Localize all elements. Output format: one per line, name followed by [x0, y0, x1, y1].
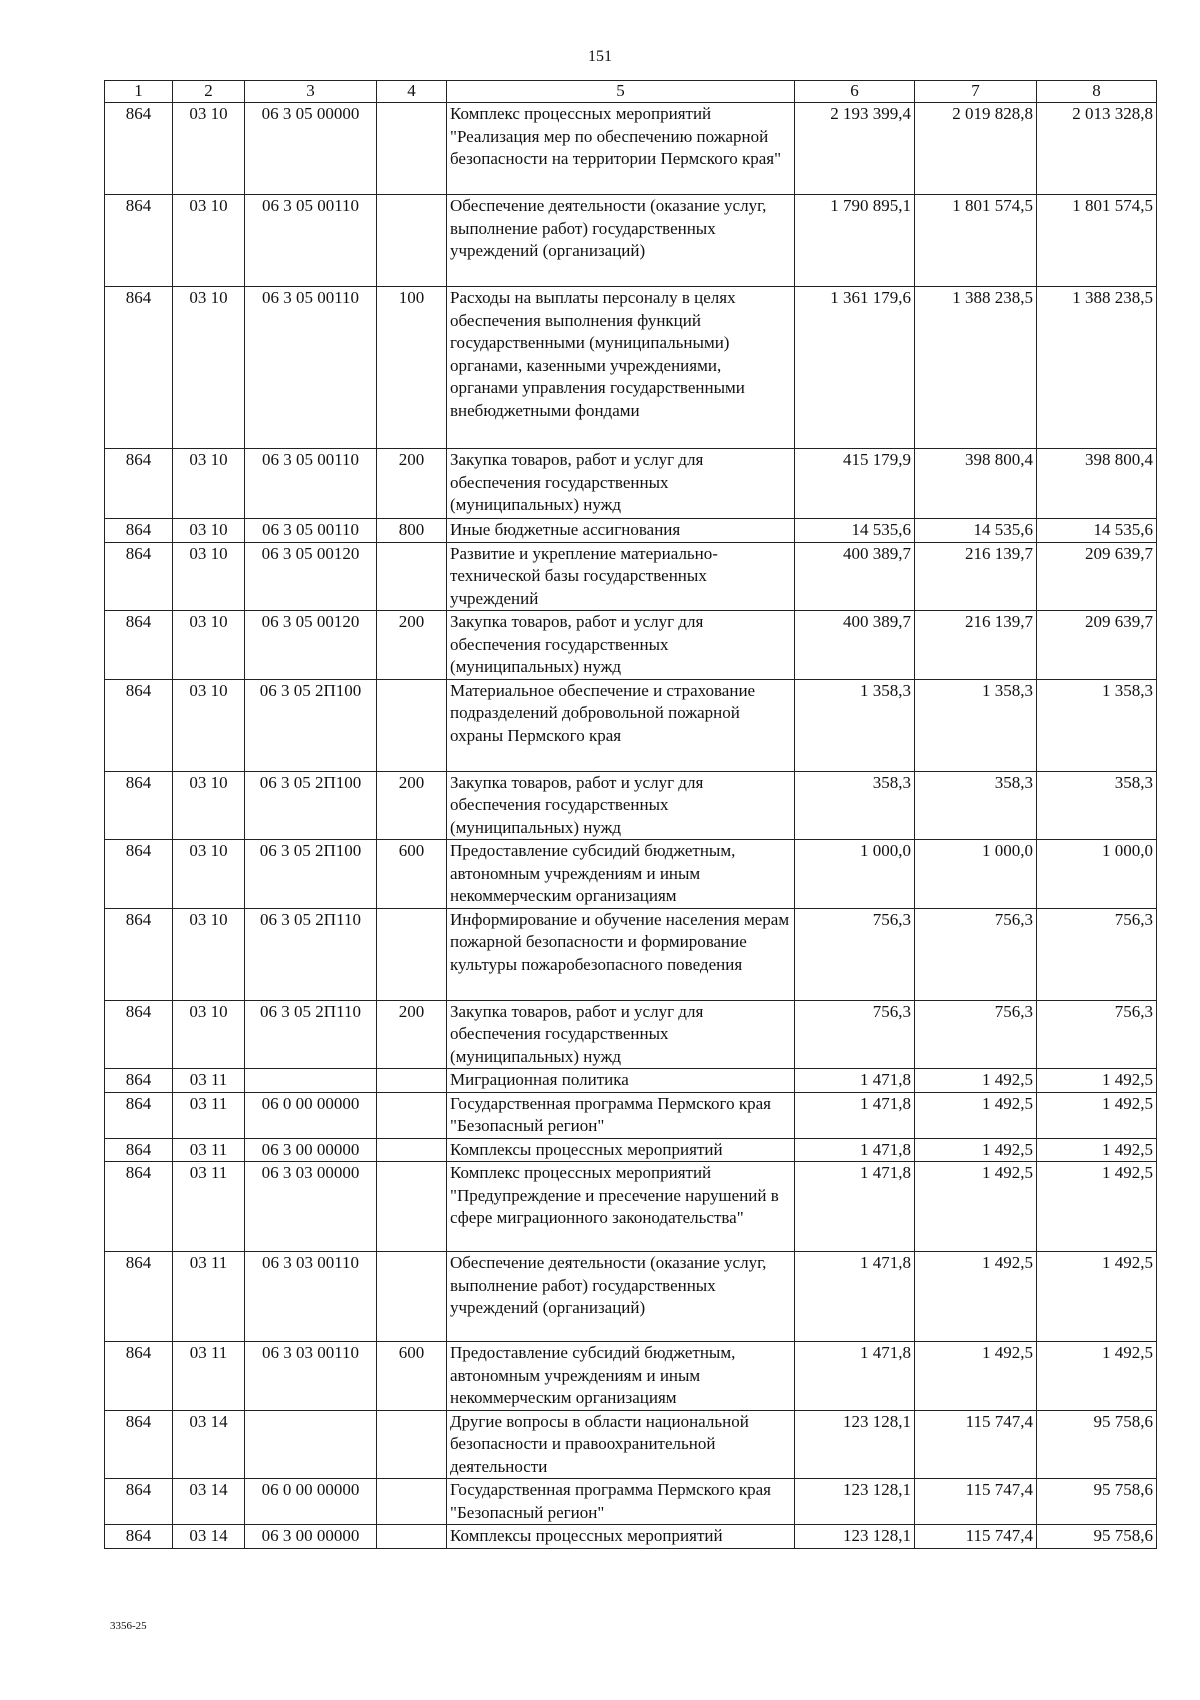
table-row: [105, 611, 1157, 680]
expense-type-code: [377, 195, 447, 287]
table-row: [105, 1069, 1157, 1093]
target-article-code: 06 3 05 2П110: [245, 1000, 377, 1069]
expense-type-code: [377, 1479, 447, 1525]
table-row: [105, 1342, 1157, 1411]
target-article-code: 06 3 05 2П100: [245, 679, 377, 771]
table-row: [105, 103, 1157, 195]
target-article-code: 06 3 05 2П100: [245, 771, 377, 840]
item-name: Миграционная политика: [447, 1069, 795, 1093]
ministry-code: 864: [105, 195, 173, 287]
target-article-code: 06 3 05 00110: [245, 195, 377, 287]
amount-col7: 1 492,5: [915, 1138, 1037, 1162]
table-row: [105, 1162, 1157, 1252]
amount-col8: 1 492,5: [1037, 1092, 1157, 1138]
amount-col7: 1 492,5: [915, 1092, 1037, 1138]
column-header: 3: [245, 81, 377, 103]
amount-col7: 756,3: [915, 908, 1037, 1000]
item-name: Предоставление субсидий бюджетным, автономным учреждениям и иным некоммерческим организациям: [447, 840, 795, 909]
amount-col8: 209 639,7: [1037, 611, 1157, 680]
table-row: [105, 195, 1157, 287]
amount-col8: 1 492,5: [1037, 1252, 1157, 1342]
section-code: 03 10: [173, 542, 245, 611]
target-article-code: 06 3 05 00110: [245, 287, 377, 449]
section-code: 03 10: [173, 195, 245, 287]
amount-col7: 115 747,4: [915, 1479, 1037, 1525]
item-name: Развитие и укрепление материально-технической базы государственных учреждений: [447, 542, 795, 611]
column-header: 5: [447, 81, 795, 103]
item-name: Закупка товаров, работ и услуг для обеспечения государственных (муниципальных) нужд: [447, 1000, 795, 1069]
amount-col7: 1 000,0: [915, 840, 1037, 909]
item-name: Государственная программа Пермского края "Безопасный регион": [447, 1092, 795, 1138]
column-header: 1: [105, 81, 173, 103]
amount-col8: 756,3: [1037, 1000, 1157, 1069]
expense-type-code: [377, 1410, 447, 1479]
table-row: [105, 679, 1157, 771]
amount-col8: 95 758,6: [1037, 1410, 1157, 1479]
amount-col8: 1 388 238,5: [1037, 287, 1157, 449]
ministry-code: 864: [105, 519, 173, 543]
amount-col8: 1 492,5: [1037, 1162, 1157, 1252]
section-code: 03 10: [173, 449, 245, 519]
section-code: 03 10: [173, 103, 245, 195]
section-code: 03 10: [173, 611, 245, 680]
amount-col6: 1 471,8: [795, 1138, 915, 1162]
section-code: 03 11: [173, 1092, 245, 1138]
target-article-code: 06 3 03 00110: [245, 1252, 377, 1342]
expense-type-code: 200: [377, 1000, 447, 1069]
amount-col6: 1 000,0: [795, 840, 915, 909]
table-row: [105, 1000, 1157, 1069]
expense-type-code: [377, 542, 447, 611]
table-row: [105, 908, 1157, 1000]
ministry-code: 864: [105, 449, 173, 519]
section-code: 03 10: [173, 908, 245, 1000]
amount-col8: 1 358,3: [1037, 679, 1157, 771]
section-code: 03 11: [173, 1138, 245, 1162]
table-header-row: [105, 81, 1157, 103]
table-row: [105, 1410, 1157, 1479]
column-header: 7: [915, 81, 1037, 103]
section-code: 03 10: [173, 840, 245, 909]
amount-col6: 756,3: [795, 1000, 915, 1069]
amount-col7: 1 358,3: [915, 679, 1037, 771]
amount-col7: 14 535,6: [915, 519, 1037, 543]
expense-type-code: [377, 1138, 447, 1162]
amount-col6: 1 471,8: [795, 1092, 915, 1138]
item-name: Информирование и обучение населения мерам пожарной безопасности и формирование культуры пожаробезопасного поведения: [447, 908, 795, 1000]
item-name: Закупка товаров, работ и услуг для обеспечения государственных (муниципальных) нужд: [447, 449, 795, 519]
section-code: 03 11: [173, 1162, 245, 1252]
amount-col7: 216 139,7: [915, 542, 1037, 611]
amount-col6: 1 471,8: [795, 1069, 915, 1093]
target-article-code: 06 3 03 00110: [245, 1342, 377, 1411]
table-row: [105, 287, 1157, 449]
item-name: Государственная программа Пермского края "Безопасный регион": [447, 1479, 795, 1525]
ministry-code: 864: [105, 1092, 173, 1138]
section-code: 03 11: [173, 1069, 245, 1093]
amount-col7: 216 139,7: [915, 611, 1037, 680]
column-header: 4: [377, 81, 447, 103]
ministry-code: 864: [105, 1252, 173, 1342]
amount-col8: 756,3: [1037, 908, 1157, 1000]
target-article-code: [245, 1069, 377, 1093]
section-code: 03 14: [173, 1525, 245, 1549]
table-row: [105, 1252, 1157, 1342]
table-row: [105, 1092, 1157, 1138]
ministry-code: 864: [105, 103, 173, 195]
amount-col6: 1 471,8: [795, 1162, 915, 1252]
expense-type-code: 200: [377, 449, 447, 519]
section-code: 03 10: [173, 519, 245, 543]
expense-type-code: 600: [377, 1342, 447, 1411]
amount-col6: 415 179,9: [795, 449, 915, 519]
amount-col6: 400 389,7: [795, 542, 915, 611]
page-number: 151: [588, 48, 612, 65]
amount-col8: 14 535,6: [1037, 519, 1157, 543]
table-row: [105, 1479, 1157, 1525]
expense-type-code: 200: [377, 771, 447, 840]
amount-col8: 95 758,6: [1037, 1479, 1157, 1525]
expense-type-code: 200: [377, 611, 447, 680]
section-code: 03 11: [173, 1252, 245, 1342]
item-name: Комплекс процессных мероприятий "Реализация мер по обеспечению пожарной безопасности на территории Пермского края": [447, 103, 795, 195]
expense-type-code: 600: [377, 840, 447, 909]
amount-col8: 1 000,0: [1037, 840, 1157, 909]
expense-type-code: [377, 1525, 447, 1549]
item-name: Предоставление субсидий бюджетным, автономным учреждениям и иным некоммерческим организациям: [447, 1342, 795, 1411]
amount-col6: 2 193 399,4: [795, 103, 915, 195]
item-name: Закупка товаров, работ и услуг для обеспечения государственных (муниципальных) нужд: [447, 771, 795, 840]
ministry-code: 864: [105, 542, 173, 611]
section-code: 03 10: [173, 771, 245, 840]
table-row: [105, 542, 1157, 611]
ministry-code: 864: [105, 771, 173, 840]
expense-type-code: [377, 679, 447, 771]
amount-col6: 1 358,3: [795, 679, 915, 771]
amount-col7: 1 801 574,5: [915, 195, 1037, 287]
ministry-code: 864: [105, 1479, 173, 1525]
table-row: [105, 771, 1157, 840]
ministry-code: 864: [105, 1410, 173, 1479]
amount-col7: 115 747,4: [915, 1525, 1037, 1549]
amount-col6: 1 361 179,6: [795, 287, 915, 449]
table-row: [105, 1138, 1157, 1162]
amount-col7: 1 492,5: [915, 1252, 1037, 1342]
amount-col6: 1 790 895,1: [795, 195, 915, 287]
budget-table: [104, 80, 1157, 1549]
item-name: Комплексы процессных мероприятий: [447, 1138, 795, 1162]
amount-col8: 1 492,5: [1037, 1342, 1157, 1411]
target-article-code: 06 3 00 00000: [245, 1138, 377, 1162]
item-name: Другие вопросы в области национальной безопасности и правоохранительной деятельности: [447, 1410, 795, 1479]
item-name: Материальное обеспечение и страхование подразделений добровольной пожарной охраны Пермского края: [447, 679, 795, 771]
target-article-code: [245, 1410, 377, 1479]
item-name: Комплекс процессных мероприятий "Предупреждение и пресечение нарушений в сфере миграционного законодательства": [447, 1162, 795, 1252]
amount-col8: 358,3: [1037, 771, 1157, 840]
amount-col6: 756,3: [795, 908, 915, 1000]
amount-col6: 1 471,8: [795, 1252, 915, 1342]
ministry-code: 864: [105, 1342, 173, 1411]
expense-type-code: [377, 1162, 447, 1252]
ministry-code: 864: [105, 840, 173, 909]
amount-col6: 358,3: [795, 771, 915, 840]
amount-col8: 209 639,7: [1037, 542, 1157, 611]
item-name: Иные бюджетные ассигнования: [447, 519, 795, 543]
table-row: [105, 840, 1157, 909]
section-code: 03 11: [173, 1342, 245, 1411]
table-row: [105, 1525, 1157, 1549]
amount-col6: 14 535,6: [795, 519, 915, 543]
ministry-code: 864: [105, 908, 173, 1000]
amount-col8: 398 800,4: [1037, 449, 1157, 519]
expense-type-code: [377, 103, 447, 195]
target-article-code: 06 0 00 00000: [245, 1092, 377, 1138]
expense-type-code: 100: [377, 287, 447, 449]
target-article-code: 06 3 05 00110: [245, 449, 377, 519]
amount-col7: 1 492,5: [915, 1342, 1037, 1411]
expense-type-code: [377, 1069, 447, 1093]
target-article-code: 06 3 05 00120: [245, 611, 377, 680]
ministry-code: 864: [105, 287, 173, 449]
amount-col7: 2 019 828,8: [915, 103, 1037, 195]
ministry-code: 864: [105, 1069, 173, 1093]
amount-col6: 123 128,1: [795, 1479, 915, 1525]
amount-col8: 2 013 328,8: [1037, 103, 1157, 195]
section-code: 03 10: [173, 287, 245, 449]
expense-type-code: [377, 1092, 447, 1138]
section-code: 03 14: [173, 1479, 245, 1525]
amount-col8: 1 492,5: [1037, 1069, 1157, 1093]
amount-col6: 1 471,8: [795, 1342, 915, 1411]
target-article-code: 06 3 00 00000: [245, 1525, 377, 1549]
amount-col7: 398 800,4: [915, 449, 1037, 519]
section-code: 03 10: [173, 1000, 245, 1069]
table-row: [105, 449, 1157, 519]
item-name: Расходы на выплаты персоналу в целях обеспечения выполнения функций государственными (муниципальными) органами, казенными учреждениями, органами управления государственными внебюджетными фондами: [447, 287, 795, 449]
document-code: 3356-25: [110, 1620, 147, 1632]
amount-col6: 400 389,7: [795, 611, 915, 680]
target-article-code: 06 3 05 00000: [245, 103, 377, 195]
amount-col8: 1 492,5: [1037, 1138, 1157, 1162]
ministry-code: 864: [105, 679, 173, 771]
ministry-code: 864: [105, 1162, 173, 1252]
ministry-code: 864: [105, 1525, 173, 1549]
item-name: Обеспечение деятельности (оказание услуг, выполнение работ) государственных учреждений (организаций): [447, 1252, 795, 1342]
item-name: Обеспечение деятельности (оказание услуг, выполнение работ) государственных учреждений (организаций): [447, 195, 795, 287]
target-article-code: 06 3 03 00000: [245, 1162, 377, 1252]
amount-col7: 358,3: [915, 771, 1037, 840]
amount-col6: 123 128,1: [795, 1410, 915, 1479]
target-article-code: 06 3 05 00120: [245, 542, 377, 611]
ministry-code: 864: [105, 611, 173, 680]
item-name: Закупка товаров, работ и услуг для обеспечения государственных (муниципальных) нужд: [447, 611, 795, 680]
amount-col7: 1 388 238,5: [915, 287, 1037, 449]
column-header: 6: [795, 81, 915, 103]
section-code: 03 10: [173, 679, 245, 771]
amount-col6: 123 128,1: [795, 1525, 915, 1549]
target-article-code: 06 3 05 2П110: [245, 908, 377, 1000]
item-name: Комплексы процессных мероприятий: [447, 1525, 795, 1549]
expense-type-code: [377, 1252, 447, 1342]
table-row: [105, 519, 1157, 543]
amount-col7: 115 747,4: [915, 1410, 1037, 1479]
ministry-code: 864: [105, 1000, 173, 1069]
column-header: 2: [173, 81, 245, 103]
section-code: 03 14: [173, 1410, 245, 1479]
expense-type-code: 800: [377, 519, 447, 543]
target-article-code: 06 3 05 2П100: [245, 840, 377, 909]
amount-col8: 1 801 574,5: [1037, 195, 1157, 287]
ministry-code: 864: [105, 1138, 173, 1162]
amount-col7: 1 492,5: [915, 1069, 1037, 1093]
amount-col7: 1 492,5: [915, 1162, 1037, 1252]
target-article-code: 06 3 05 00110: [245, 519, 377, 543]
target-article-code: 06 0 00 00000: [245, 1479, 377, 1525]
column-header: 8: [1037, 81, 1157, 103]
expense-type-code: [377, 908, 447, 1000]
amount-col8: 95 758,6: [1037, 1525, 1157, 1549]
amount-col7: 756,3: [915, 1000, 1037, 1069]
